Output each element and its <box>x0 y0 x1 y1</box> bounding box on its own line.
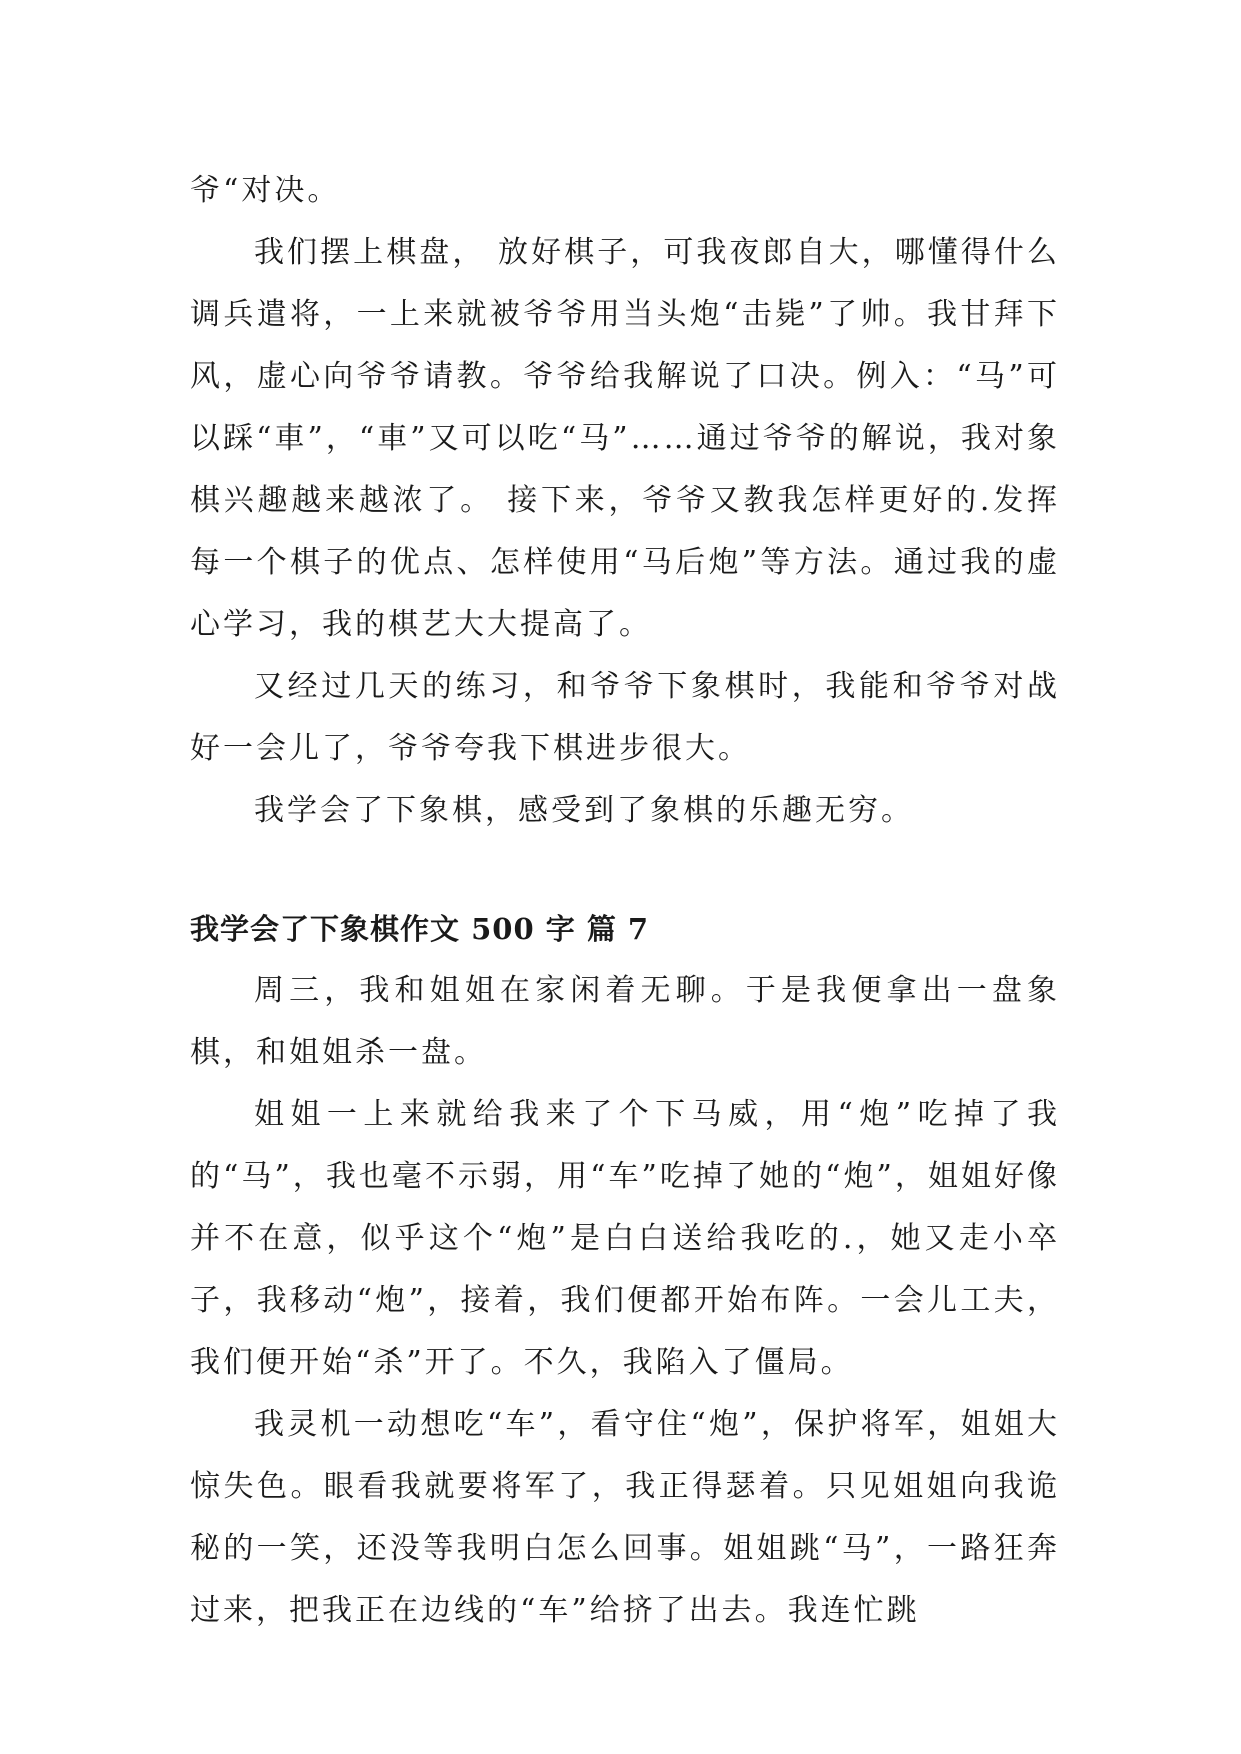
document-body <box>190 160 1060 1642</box>
paragraph-continuation: 爷“对决。 <box>190 173 341 208</box>
paragraph-counterattack: 我灵机一动想吃“车”，看守住“炮”，保护将军，姐姐大惊失色。眼看我就要将军了，我正得瑟着。只见姐姐向我诡秘的一笑，还没等我明白怎么回事。姐姐跳“马”，一路狂奔过来，把我正在边线的“车”给挤了出去。我连忙跳 <box>190 1407 1060 1628</box>
paragraph-practice: 又经过几天的练习，和爷爷下象棋时，我能和爷爷对战好一会儿了，爷爷夸我下棋进步很大。 <box>190 669 1060 766</box>
paragraph-conclusion: 我学会了下象棋，感受到了象棋的乐趣无穷。 <box>254 793 914 828</box>
section-heading: 我学会了下象棋作文 500 字 篇 7 <box>190 912 650 946</box>
paragraph-wednesday: 周三，我和姐姐在家闲着无聊。于是我便拿出一盘象棋，和姐姐杀一盘。 <box>190 973 1060 1070</box>
paragraph-chess-lesson: 我们摆上棋盘， 放好棋子，可我夜郎自大，哪懂得什么调兵遣将，一上来就被爷爷用当头炮“击毙”了帅。我甘拜下风，虚心向爷爷请教。爷爷给我解说了口决。例入：“马”可以踩“車”，“車”又可以吃“马”……通过爷爷的解说，我对象棋兴趣越来越浓了。 接下来，爷爷又教我怎样更好的.发挥每一个棋子的优点、怎样使用“马后炮”等方法。通过我的虚心学习，我的棋艺大大提高了。 <box>190 235 1060 642</box>
paragraph-opening-moves: 姐姐一上来就给我来了个下马威，用“炮”吃掉了我的“马”，我也毫不示弱，用“车”吃掉了她的“炮”，姐姐好像并不在意，似乎这个“炮”是白白送给我吃的.，她又走小卒子，我移动“炮”，接着，我们便都开始布阵。一会儿工夫，我们便开始“杀”开了。不久，我陷入了僵局。 <box>190 1097 1060 1380</box>
